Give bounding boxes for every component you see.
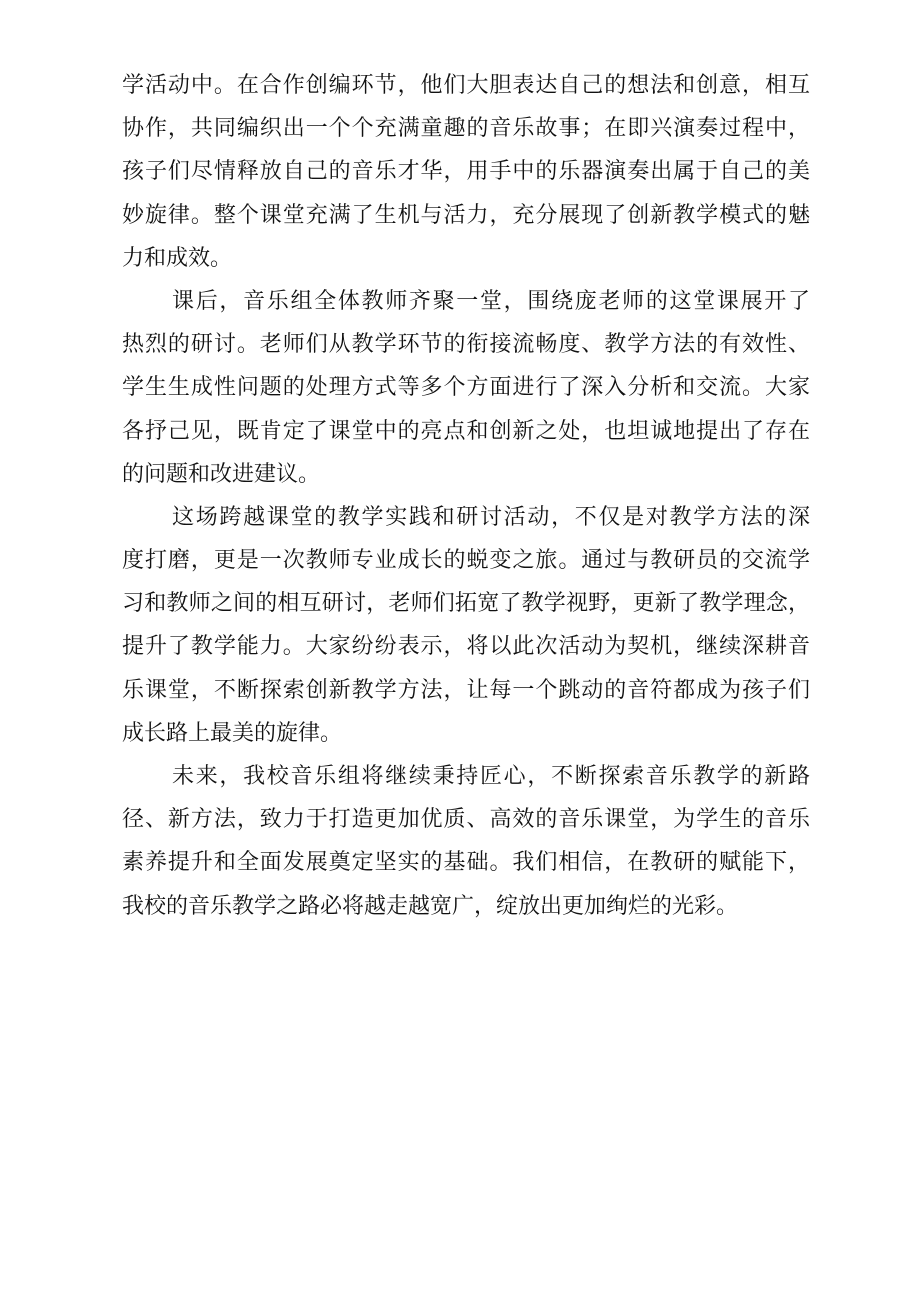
text-line: 的问题和改进建议。 bbox=[122, 461, 321, 487]
text-line: 孩子们尽情释放自己的音乐才华，用手中的乐器演奏出属于自己的美 bbox=[122, 159, 810, 185]
text-line: 提升了教学能力。大家纷纷表示，将以此次活动为契机，继续深耕音 bbox=[122, 634, 810, 660]
text-line: 素养提升和全面发展奠定坚实的基础。我们相信，在教研的赋能下， bbox=[122, 850, 810, 876]
text-line: 力和成效。 bbox=[122, 245, 233, 271]
text-line: 课后，音乐组全体教师齐聚一堂，围绕庞老师的这堂课展开了 bbox=[172, 288, 810, 314]
text-line: 乐课堂，不断探索创新教学方法，让每一个跳动的音符都成为孩子们 bbox=[122, 677, 810, 703]
text-line: 我校的音乐教学之路必将越走越宽广，绽放出更加绚烂的光彩。 bbox=[122, 893, 739, 919]
text-line: 这场跨越课堂的教学实践和研讨活动，不仅是对教学方法的深 bbox=[172, 504, 810, 530]
text-line: 热烈的研讨。老师们从教学环节的衔接流畅度、教学方法的有效性、 bbox=[122, 332, 810, 358]
text-line: 未来，我校音乐组将继续秉持匠心，不断探索音乐教学的新路 bbox=[172, 764, 810, 789]
paragraph-teacher-growth bbox=[122, 496, 810, 755]
text-line: 协作，共同编织出一个个充满童趣的音乐故事；在即兴演奏过程中， bbox=[122, 116, 810, 142]
text-line: 成长路上最美的旋律。 bbox=[122, 720, 343, 746]
paragraph-post-class-discussion bbox=[122, 280, 810, 496]
text-line: 妙旋律。整个课堂充满了生机与活力，充分展现了创新教学模式的魅 bbox=[122, 202, 810, 228]
text-line: 度打磨，更是一次教师专业成长的蜕变之旅。通过与教研员的交流学 bbox=[122, 548, 810, 574]
paragraph-future-outlook bbox=[122, 755, 810, 928]
text-line: 径、新方法，致力于打造更加优质、高效的音乐课堂，为学生的音乐 bbox=[122, 807, 810, 833]
text-line: 习和教师之间的相互研讨，老师们拓宽了教学视野，更新了教学理念， bbox=[122, 591, 810, 617]
text-line: 学活动中。在合作创编环节，他们大胆表达自己的想法和创意，相互 bbox=[122, 73, 810, 98]
text-line: 各抒己见，既肯定了课堂中的亮点和创新之处，也坦诚地提出了存在 bbox=[122, 418, 810, 444]
article-body bbox=[122, 64, 810, 928]
text-line: 学生生成性问题的处理方式等多个方面进行了深入分析和交流。大家 bbox=[122, 375, 810, 401]
paragraph-continuation bbox=[122, 64, 810, 280]
